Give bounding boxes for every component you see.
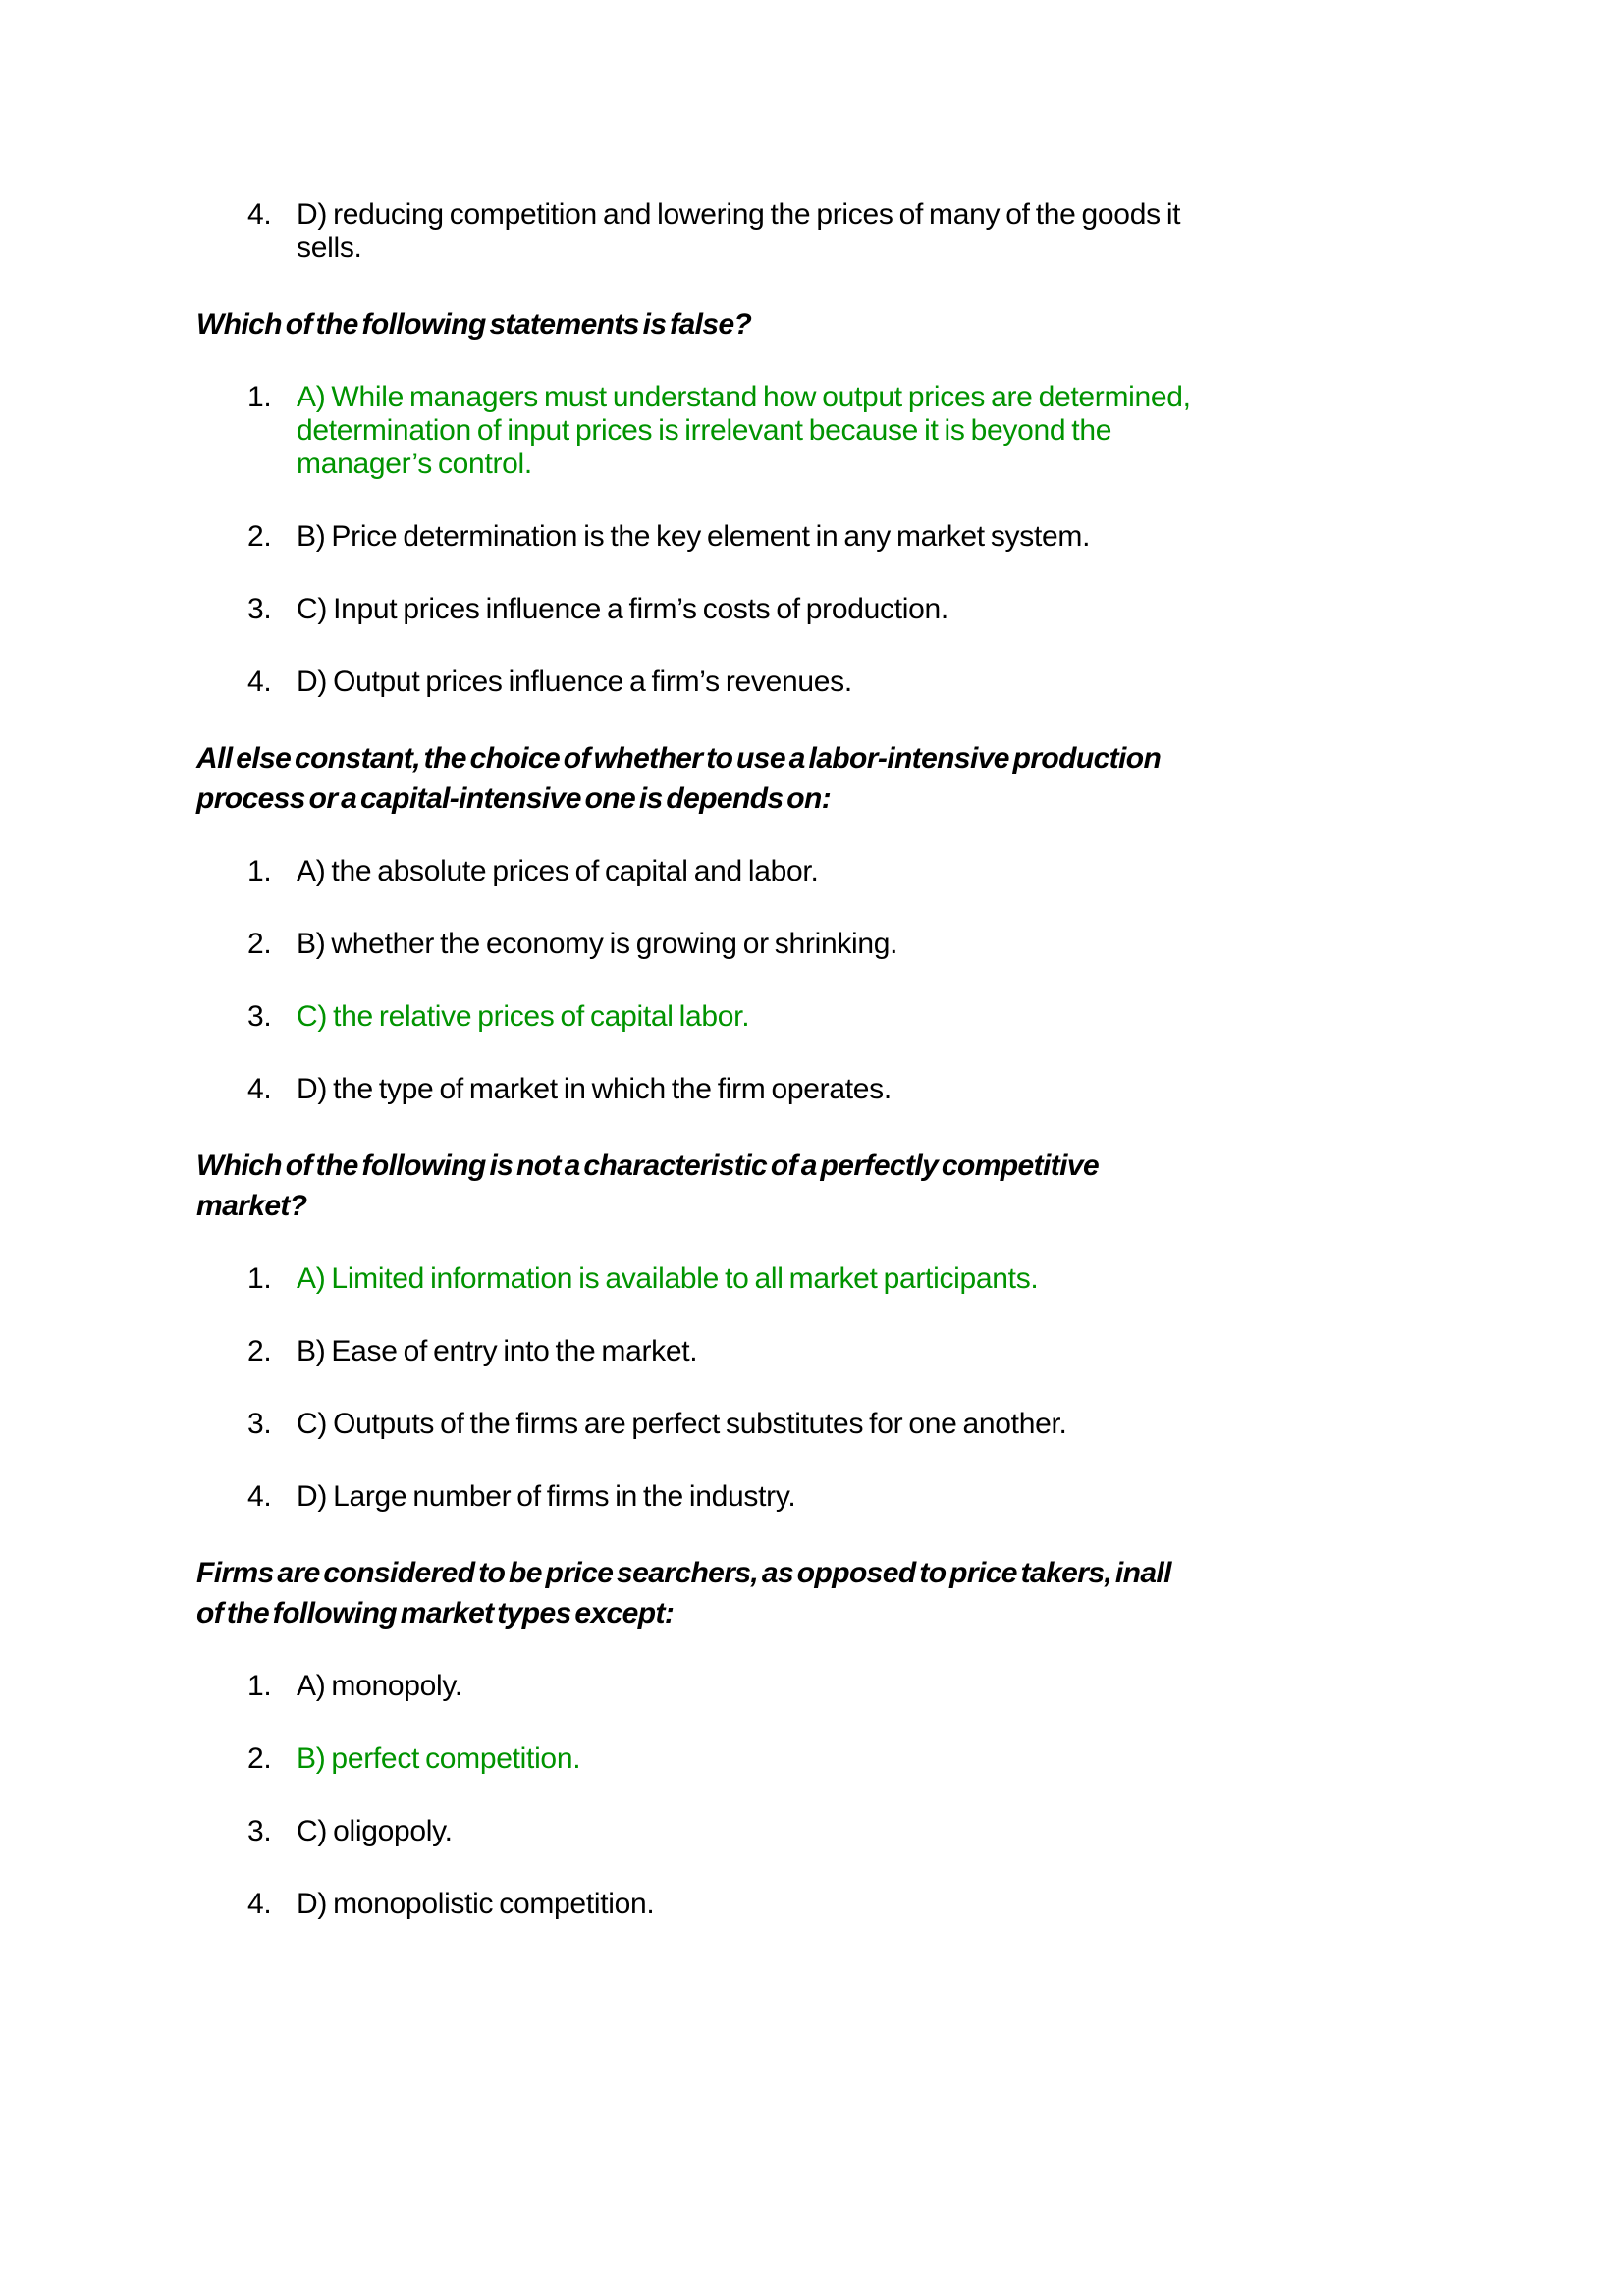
option-text-correct-answer: C) the relative prices of capital labor. bbox=[297, 1000, 750, 1033]
option-row bbox=[196, 198, 1417, 265]
option-number: 3. bbox=[247, 1000, 272, 1033]
option-text: B) whether the economy is growing or shrinking. bbox=[297, 928, 898, 960]
option-number: 1. bbox=[247, 1262, 272, 1295]
option-number: 1. bbox=[247, 381, 272, 413]
option-text: A) monopoly. bbox=[297, 1670, 462, 1702]
option-row bbox=[196, 1262, 1417, 1296]
option-row bbox=[196, 928, 1417, 961]
option-text: D) the type of market in which the firm operates. bbox=[297, 1073, 892, 1105]
option-number: 2. bbox=[247, 1335, 272, 1367]
option-number: 3. bbox=[247, 1408, 272, 1440]
question-text: Which of the following is not a characteristic of a perfectly competitive market? bbox=[196, 1149, 1100, 1222]
option-number: 1. bbox=[247, 1670, 272, 1702]
option-row bbox=[196, 381, 1417, 481]
option-text: B) Ease of entry into the market. bbox=[297, 1335, 698, 1367]
option-text-correct-answer: A) While managers must understand how output prices are determined, determination of input prices is irrelevant because it is beyond the manager’s control. bbox=[297, 381, 1191, 480]
option-number: 4. bbox=[247, 198, 272, 231]
option-row bbox=[196, 1888, 1417, 1921]
option-number: 3. bbox=[247, 593, 272, 625]
option-row bbox=[196, 1408, 1417, 1441]
option-text: C) Input prices influence a firm’s costs of production. bbox=[297, 593, 948, 625]
option-number: 2. bbox=[247, 1742, 272, 1775]
option-number: 3. bbox=[247, 1815, 272, 1847]
option-number: 4. bbox=[247, 1480, 272, 1513]
option-text-correct-answer: A) Limited information is available to all market participants. bbox=[297, 1262, 1039, 1295]
option-number: 2. bbox=[247, 520, 272, 553]
option-row bbox=[196, 520, 1417, 554]
option-number: 4. bbox=[247, 1073, 272, 1105]
question-text: All else constant, the choice of whether to use a labor-intensive production process or a capital-intensive one is depends on: bbox=[196, 742, 1162, 815]
option-text: B) Price determination is the key element in any market system. bbox=[297, 520, 1091, 553]
option-text-correct-answer: B) perfect competition. bbox=[297, 1742, 581, 1775]
option-row bbox=[196, 666, 1417, 699]
option-row bbox=[196, 1000, 1417, 1034]
option-row bbox=[196, 1480, 1417, 1514]
option-number: 2. bbox=[247, 928, 272, 960]
option-number: 4. bbox=[247, 666, 272, 698]
quiz-content bbox=[196, 198, 1417, 1921]
option-number: 1. bbox=[247, 855, 272, 887]
option-text: C) oligopoly. bbox=[297, 1815, 453, 1847]
option-row bbox=[196, 1073, 1417, 1106]
option-text: A) the absolute prices of capital and labor. bbox=[297, 855, 819, 887]
option-row bbox=[196, 1815, 1417, 1848]
option-row bbox=[196, 1670, 1417, 1703]
option-text: D) reducing competition and lowering the prices of many of the goods it sells. bbox=[297, 198, 1181, 264]
option-row bbox=[196, 1742, 1417, 1776]
option-text: C) Outputs of the firms are perfect substitutes for one another. bbox=[297, 1408, 1067, 1440]
option-number: 4. bbox=[247, 1888, 272, 1920]
option-row bbox=[196, 1335, 1417, 1368]
option-row bbox=[196, 593, 1417, 626]
option-text: D) Output prices influence a firm’s revenues. bbox=[297, 666, 852, 698]
option-text: D) Large number of firms in the industry. bbox=[297, 1480, 796, 1513]
question-text: Firms are considered to be price searchers, as opposed to price takers, inall of the following market types except: bbox=[196, 1557, 1171, 1629]
option-text: D) monopolistic competition. bbox=[297, 1888, 655, 1920]
question-text: Which of the following statements is false? bbox=[196, 308, 752, 341]
option-row bbox=[196, 855, 1417, 888]
